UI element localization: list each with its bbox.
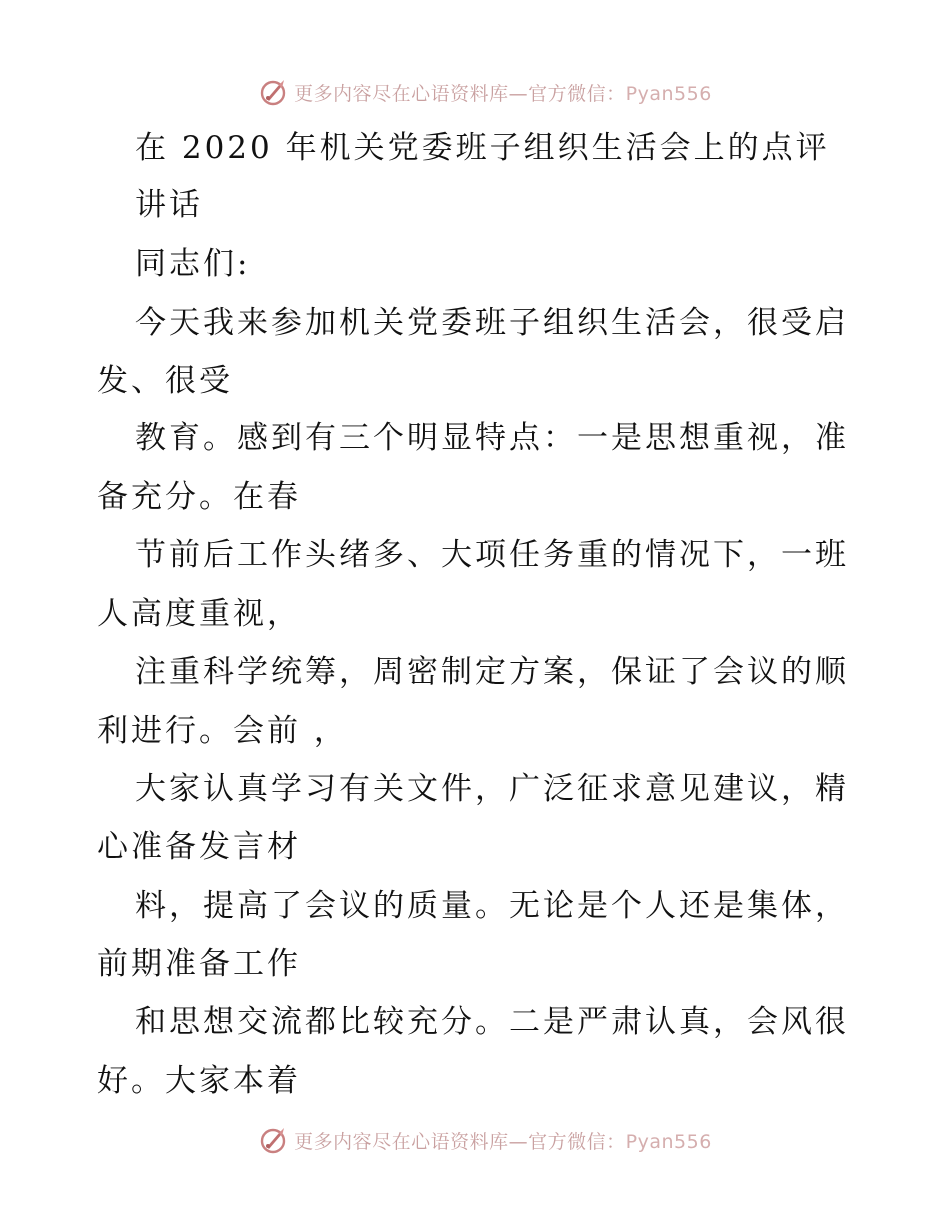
- paragraph-line: 教育。感到有三个明显特点：一是思想重视，准: [135, 420, 849, 456]
- paragraph-line: 今天我来参加机关党委班子组织生活会，很受启: [135, 305, 849, 341]
- watermark-text: 更多内容尽在心语资料库—官方微信：Pyan556: [294, 1130, 712, 1153]
- document-title-line-2: 讲话: [135, 187, 203, 223]
- watermark-group: [258, 77, 712, 107]
- paragraph-line: 发、很受: [97, 363, 233, 399]
- footer-watermark: [0, 1120, 950, 1160]
- paragraph-line: 好。大家本着: [97, 1063, 301, 1099]
- paragraph-line: 大家认真学习有关文件，广泛征求意见建议，精: [135, 771, 849, 807]
- paragraph-line: 人高度重视，: [97, 596, 301, 632]
- header-watermark: [0, 72, 950, 112]
- paragraph-line: 心准备发言材: [97, 829, 301, 865]
- paragraph-line: 和思想交流都比较充分。二是严肃认真，会风很: [135, 1004, 849, 1040]
- paragraph-line: 前期准备工作: [97, 946, 301, 982]
- quill-pen-logo-icon: [258, 77, 288, 107]
- paragraph-line: 备充分。在春: [97, 479, 301, 515]
- document-title-line-1: 在 2020 年机关党委班子组织生活会上的点评: [135, 130, 830, 166]
- paragraph-line: 节前后工作头绪多、大项任务重的情况下，一班: [135, 537, 849, 573]
- watermark-text: 更多内容尽在心语资料库—官方微信：Pyan556: [294, 82, 712, 105]
- quill-pen-logo-icon: [258, 1125, 288, 1155]
- salutation: 同志们:: [135, 246, 251, 282]
- watermark-wechat-id: Pyan556: [625, 1130, 712, 1153]
- watermark-wechat-id: Pyan556: [625, 82, 712, 105]
- watermark-group: [258, 1125, 712, 1155]
- paragraph-line: 注重科学统筹，周密制定方案，保证了会议的顺: [135, 654, 849, 690]
- paragraph-line: 料，提高了会议的质量。无论是个人还是集体，: [135, 888, 849, 924]
- paragraph-line: 利进行。会前 ，: [97, 713, 348, 749]
